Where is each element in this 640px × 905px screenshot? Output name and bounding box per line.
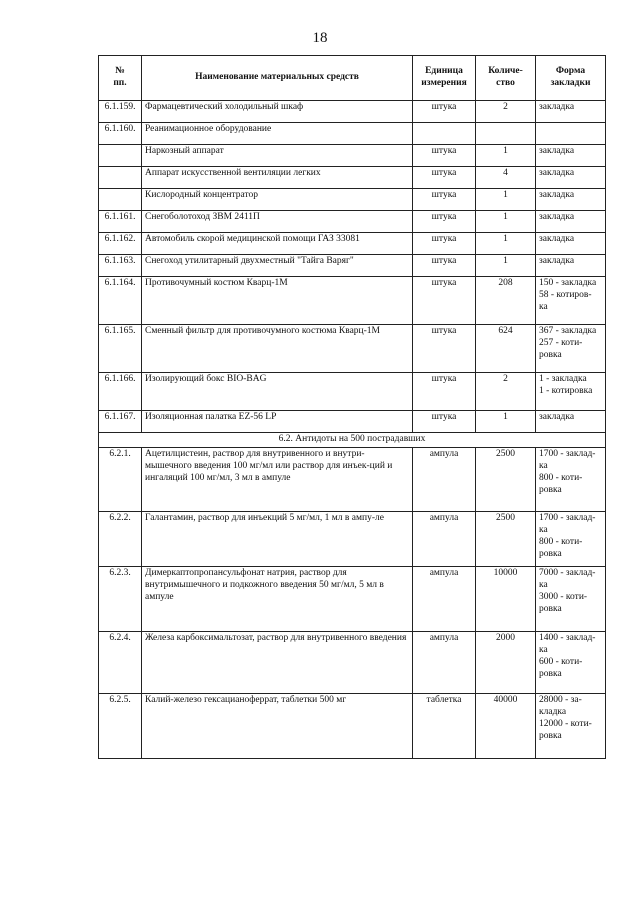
row-quantity: 2000 xyxy=(476,631,536,693)
row-quantity: 1 xyxy=(476,255,536,277)
row-unit: штука xyxy=(413,325,476,373)
row-number: 6.2.5. xyxy=(99,693,142,758)
row-number: 6.2.1. xyxy=(99,447,142,511)
row-quantity: 1 xyxy=(476,233,536,255)
row-name: Галантамин, раствор для инъекций 5 мг/мл, 1 мл в ампу-ле xyxy=(142,511,413,566)
row-name: Калий-железо гексацианоферрат, таблетки 500 мг xyxy=(142,693,413,758)
table-row xyxy=(99,123,606,145)
row-form: 28000 - за- кладка 12000 - коти- ровка xyxy=(536,693,606,758)
row-form: закладка xyxy=(536,233,606,255)
row-name: Реанимационное оборудование xyxy=(142,123,413,145)
row-form: 1700 - заклад- ка 800 - коти- ровка xyxy=(536,511,606,566)
row-number: 6.1.162. xyxy=(99,233,142,255)
row-unit: таблетка xyxy=(413,693,476,758)
row-number: 6.2.2. xyxy=(99,511,142,566)
row-unit: штука xyxy=(413,373,476,411)
row-form: закладка xyxy=(536,145,606,167)
row-unit: штука xyxy=(413,189,476,211)
row-form: закладка xyxy=(536,255,606,277)
table-row xyxy=(99,566,606,631)
row-name: Ацетилцистеин, раствор для внутривенного и внутри-мышечного введения 100 мг/мл или раствор для инъек-ций и ингаляций 100 мг/мл, 3 мл в ампуле xyxy=(142,447,413,511)
row-form: закладка xyxy=(536,167,606,189)
row-form: 1400 - заклад- ка 600 - коти- ровка xyxy=(536,631,606,693)
row-unit: ампула xyxy=(413,511,476,566)
row-name: Снегоболотоход ЗВМ 2411П xyxy=(142,211,413,233)
row-unit: ампула xyxy=(413,447,476,511)
row-form: 367 - закладка 257 - коти- ровка xyxy=(536,325,606,373)
row-name: Фармацевтический холодильный шкаф xyxy=(142,101,413,123)
row-number: 6.1.167. xyxy=(99,411,142,433)
table-row xyxy=(99,631,606,693)
table-header-row xyxy=(99,56,606,101)
table-row xyxy=(99,211,606,233)
row-number: 6.2.4. xyxy=(99,631,142,693)
row-number: 6.1.166. xyxy=(99,373,142,411)
header-qty: Количе-ство xyxy=(476,56,536,101)
row-quantity: 10000 xyxy=(476,566,536,631)
section-row xyxy=(99,433,606,448)
row-name: Изолирующий бокс BIO-BAG xyxy=(142,373,413,411)
row-name: Димеркаптопропансульфонат натрия, раствор для внутримышечного и подкожного введения 50 мг/мл, 5 мл в ампуле xyxy=(142,566,413,631)
row-name: Железа карбоксимальтозат, раствор для внутривенного введения xyxy=(142,631,413,693)
row-number: 6.2.3. xyxy=(99,566,142,631)
row-unit: штука xyxy=(413,145,476,167)
page-number: 18 xyxy=(312,30,328,46)
row-form xyxy=(536,123,606,145)
row-name: Наркозный аппарат xyxy=(142,145,413,167)
row-name: Сменный фильтр для противочумного костюма Кварц-1М xyxy=(142,325,413,373)
row-unit: штука xyxy=(413,211,476,233)
row-quantity: 2 xyxy=(476,101,536,123)
row-quantity: 4 xyxy=(476,167,536,189)
section-title: 6.2. Антидоты на 500 пострадавших xyxy=(99,433,606,448)
table-row xyxy=(99,373,606,411)
row-unit: штука xyxy=(413,411,476,433)
table-row xyxy=(99,255,606,277)
table-row xyxy=(99,101,606,123)
row-quantity: 2500 xyxy=(476,447,536,511)
row-quantity: 208 xyxy=(476,277,536,325)
row-form: 1700 - заклад- ка 800 - коти- ровка xyxy=(536,447,606,511)
table-row xyxy=(99,511,606,566)
table-row xyxy=(99,145,606,167)
table-row xyxy=(99,277,606,325)
header-num: № пп. xyxy=(99,56,142,101)
header-unit: Единица измерения xyxy=(413,56,476,101)
row-quantity: 1 xyxy=(476,189,536,211)
row-quantity: 2500 xyxy=(476,511,536,566)
row-quantity: 1 xyxy=(476,411,536,433)
row-number: 6.1.163. xyxy=(99,255,142,277)
row-number: 6.1.161. xyxy=(99,211,142,233)
row-name: Изоляционная палатка EZ-56 LP xyxy=(142,411,413,433)
row-name: Кислородный концентратор xyxy=(142,189,413,211)
row-form: 1 - закладка 1 - котировка xyxy=(536,373,606,411)
row-number: 6.1.159. xyxy=(99,101,142,123)
row-name: Противочумный костюм Кварц-1М xyxy=(142,277,413,325)
row-form: 7000 - заклад- ка 3000 - коти- ровка xyxy=(536,566,606,631)
row-number xyxy=(99,189,142,211)
row-form: закладка xyxy=(536,101,606,123)
row-form: закладка xyxy=(536,189,606,211)
header-name: Наименование материальных средств xyxy=(142,56,413,101)
table-row xyxy=(99,233,606,255)
row-number xyxy=(99,167,142,189)
header-form: Форма закладки xyxy=(536,56,606,101)
table-row xyxy=(99,411,606,433)
row-quantity: 2 xyxy=(476,373,536,411)
row-form: закладка xyxy=(536,411,606,433)
row-unit: ампула xyxy=(413,631,476,693)
row-quantity: 40000 xyxy=(476,693,536,758)
table-row xyxy=(99,167,606,189)
table-row xyxy=(99,447,606,511)
row-number xyxy=(99,145,142,167)
row-name: Снегоход утилитарный двухместный "Тайга Варяг" xyxy=(142,255,413,277)
row-number: 6.1.165. xyxy=(99,325,142,373)
table-row xyxy=(99,693,606,758)
row-unit: штука xyxy=(413,167,476,189)
row-quantity xyxy=(476,123,536,145)
row-unit xyxy=(413,123,476,145)
materials-table xyxy=(98,55,606,759)
row-name: Автомобиль скорой медицинской помощи ГАЗ 33081 xyxy=(142,233,413,255)
row-number: 6.1.164. xyxy=(99,277,142,325)
row-unit: штука xyxy=(413,255,476,277)
row-unit: ампула xyxy=(413,566,476,631)
table-row xyxy=(99,325,606,373)
row-quantity: 1 xyxy=(476,145,536,167)
row-number: 6.1.160. xyxy=(99,123,142,145)
table-row xyxy=(99,189,606,211)
row-unit: штука xyxy=(413,233,476,255)
row-quantity: 624 xyxy=(476,325,536,373)
row-unit: штука xyxy=(413,101,476,123)
row-quantity: 1 xyxy=(476,211,536,233)
row-name: Аппарат искусственной вентиляции легких xyxy=(142,167,413,189)
row-unit: штука xyxy=(413,277,476,325)
row-form: закладка xyxy=(536,211,606,233)
row-form: 150 - закладка 58 - котиров- ка xyxy=(536,277,606,325)
